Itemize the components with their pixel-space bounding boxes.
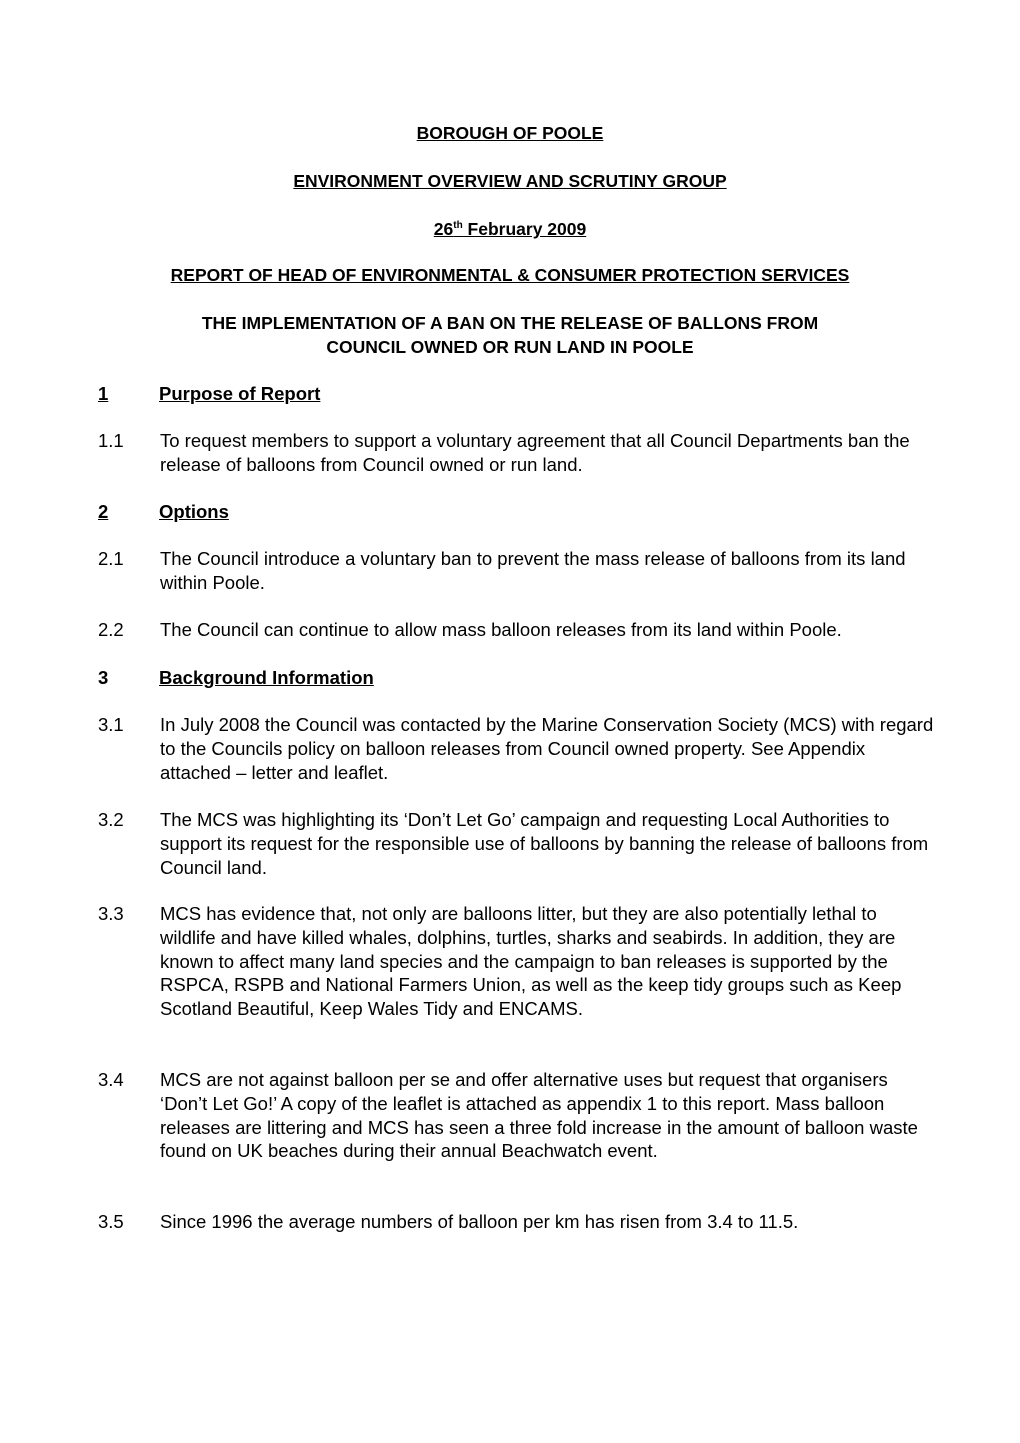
paragraph-number: 2.1 (98, 548, 124, 569)
section-number: 3 (98, 667, 109, 688)
paragraph-number: 2.2 (98, 619, 124, 640)
paragraph-text: MCS has evidence that, not only are balloons litter, but they are also potentially lethal to wildlife and have killed whales, dolphins, turtles, sharks and seabirds. In addition, they are known to affect many land species and the campaign to ban releases is supported by the RSPCA, RSPB and National Farmers Union, as well as the keep tidy groups such as Keep Scotland Beautiful, Keep Wales Tidy and ENCAMS. (160, 903, 902, 1020)
report-title (0, 311, 1020, 359)
section-title: Purpose of Report (159, 383, 321, 404)
group-heading: ENVIRONMENT OVERVIEW AND SCRUTINY GROUP (293, 171, 727, 191)
paragraph-number: 3.3 (98, 903, 124, 924)
report-title-line-1: THE IMPLEMENTATION OF A BAN ON THE RELEASE OF BALLONS FROM (201, 313, 819, 333)
section-title: Background Information (159, 667, 374, 688)
meeting-date: 26th February 2009 (433, 219, 587, 239)
paragraph-number: 3.4 (98, 1069, 124, 1090)
paragraph-text: The MCS was highlighting its ‘Don’t Let Go’ campaign and requesting Local Authorities to support its request for the responsible use of balloons by banning the release of balloons from Council land. (160, 809, 929, 878)
paragraph-number: 3.5 (98, 1211, 124, 1232)
section-number: 1 (98, 383, 109, 404)
section-1-heading (98, 382, 320, 406)
paragraph-number: 3.1 (98, 714, 124, 735)
paragraph-text: Since 1996 the average numbers of balloon per km has risen from 3.4 to 11.5. (160, 1211, 799, 1232)
borough-heading: BOROUGH OF POOLE (416, 123, 604, 143)
section-3-heading (98, 666, 374, 690)
paragraph-number: 1.1 (98, 430, 124, 451)
paragraph-number: 3.2 (98, 809, 124, 830)
report-title-line-2: COUNCIL OWNED OR RUN LAND IN POOLE (326, 337, 694, 357)
section-number: 2 (98, 501, 109, 522)
paragraph-text: The Council introduce a voluntary ban to prevent the mass release of balloons from its land within Poole. (160, 548, 906, 593)
paragraph-text: In July 2008 the Council was contacted by the Marine Conservation Society (MCS) with regard to the Councils policy on balloon releases from Council owned property. See Appendix attached – letter and leaflet. (160, 714, 934, 783)
section-2-heading (98, 500, 229, 524)
paragraph-text: The Council can continue to allow mass balloon releases from its land within Poole. (160, 619, 842, 640)
paragraph-text: To request members to support a voluntary agreement that all Council Departments ban the release of balloons from Council owned or run land. (160, 430, 910, 475)
report-of-heading: REPORT OF HEAD OF ENVIRONMENTAL & CONSUMER PROTECTION SERVICES (170, 265, 850, 285)
paragraph-text: MCS are not against balloon per se and offer alternative uses but request that organisers ‘Don’t Let Go!’ A copy of the leaflet is attached as appendix 1 to this report. Mass balloon releases are littering and MCS has seen a three fold increase in the amount of balloon waste found on UK beaches during their annual Beachwatch event. (160, 1069, 918, 1162)
section-title: Options (159, 501, 229, 522)
